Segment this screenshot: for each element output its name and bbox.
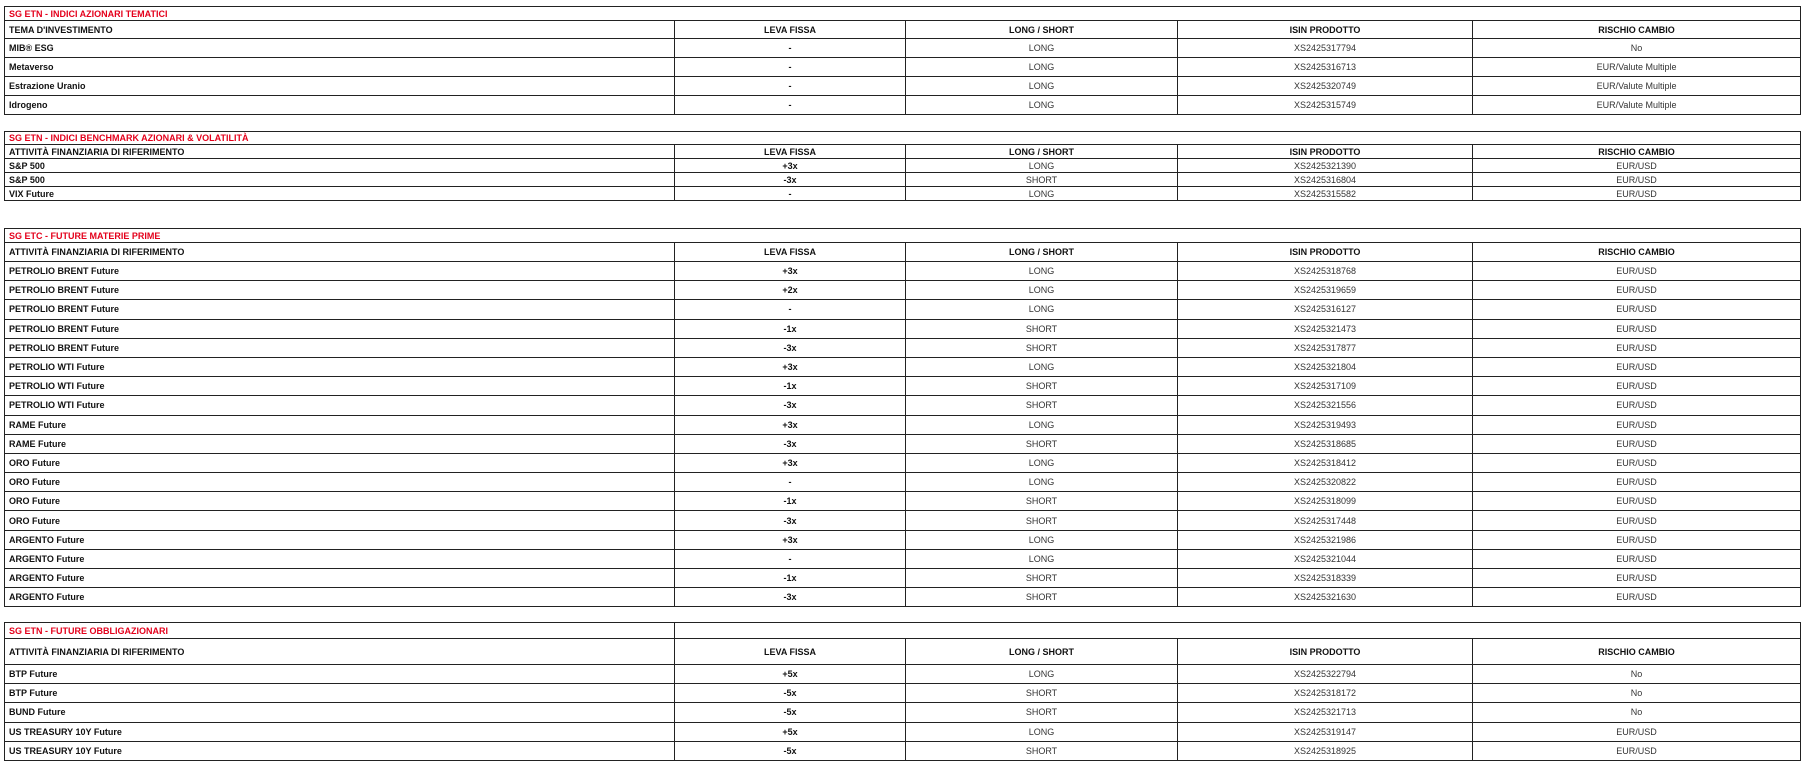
cell-isin: XS2425318685 [1178, 434, 1473, 453]
header-isin: ISIN PRODOTTO [1178, 639, 1473, 665]
cell-long-short: LONG [906, 415, 1178, 434]
table-row [5, 338, 1801, 357]
cell-isin: XS2425318339 [1178, 569, 1473, 588]
cell-rischio: No [1473, 665, 1801, 684]
cell-rischio: EUR/USD [1473, 530, 1801, 549]
table-row [5, 722, 1801, 741]
cell-leva: +3x [675, 357, 906, 376]
cell-leva: +3x [675, 530, 906, 549]
cell-leva: -1x [675, 377, 906, 396]
cell-rischio: EUR/USD [1473, 453, 1801, 472]
column-header-row [5, 145, 1801, 159]
cell-long-short: LONG [906, 77, 1178, 96]
table-row [5, 703, 1801, 722]
cell-rischio: EUR/USD [1473, 492, 1801, 511]
section-title: SG ETN - FUTURE OBBLIGAZIONARI [5, 623, 675, 639]
cell-long-short: LONG [906, 39, 1178, 58]
header-leva-fissa: LEVA FISSA [675, 243, 906, 262]
cell-underlying: PETROLIO BRENT Future [5, 319, 675, 338]
cell-isin: XS2425319659 [1178, 281, 1473, 300]
cell-leva: +2x [675, 281, 906, 300]
table-row [5, 377, 1801, 396]
cell-rischio: EUR/USD [1473, 588, 1801, 607]
cell-underlying: PETROLIO BRENT Future [5, 338, 675, 357]
cell-long-short: LONG [906, 357, 1178, 376]
cell-isin: XS2425315582 [1178, 187, 1473, 201]
cell-isin: XS2425316804 [1178, 173, 1473, 187]
cell-long-short: LONG [906, 96, 1178, 115]
cell-long-short: LONG [906, 281, 1178, 300]
cell-leva: -3x [675, 338, 906, 357]
cell-long-short: SHORT [906, 511, 1178, 530]
cell-underlying: VIX Future [5, 187, 675, 201]
table-row [5, 300, 1801, 319]
section-title-row [5, 132, 1801, 145]
cell-long-short: LONG [906, 473, 1178, 492]
cell-long-short: LONG [906, 159, 1178, 173]
cell-underlying: BTP Future [5, 684, 675, 703]
table-row [5, 173, 1801, 187]
header-isin: ISIN PRODOTTO [1178, 145, 1473, 159]
cell-long-short: LONG [906, 58, 1178, 77]
cell-rischio: EUR/USD [1473, 262, 1801, 281]
table-row [5, 665, 1801, 684]
cell-isin: XS2425317448 [1178, 511, 1473, 530]
table-row [5, 77, 1801, 96]
cell-rischio: No [1473, 39, 1801, 58]
cell-rischio: EUR/USD [1473, 357, 1801, 376]
cell-long-short: LONG [906, 453, 1178, 472]
cell-long-short: LONG [906, 549, 1178, 568]
section-title: SG ETC - FUTURE MATERIE PRIME [5, 229, 1801, 243]
header-leva-fissa: LEVA FISSA [675, 639, 906, 665]
cell-isin: XS2425321473 [1178, 319, 1473, 338]
cell-underlying: RAME Future [5, 434, 675, 453]
cell-long-short: SHORT [906, 569, 1178, 588]
table-row [5, 357, 1801, 376]
header-underlying: ATTIVITÀ FINANZIARIA DI RIFERIMENTO [5, 639, 675, 665]
cell-leva: - [675, 77, 906, 96]
table-row [5, 741, 1801, 760]
cell-underlying: PETROLIO WTI Future [5, 396, 675, 415]
cell-long-short: SHORT [906, 377, 1178, 396]
table-row [5, 473, 1801, 492]
cell-underlying: Estrazione Uranio [5, 77, 675, 96]
cell-isin: XS2425318099 [1178, 492, 1473, 511]
table-row [5, 453, 1801, 472]
table-row [5, 511, 1801, 530]
cell-isin: XS2425318768 [1178, 262, 1473, 281]
cell-long-short: LONG [906, 665, 1178, 684]
header-rischio-cambio: RISCHIO CAMBIO [1473, 21, 1801, 39]
cell-leva: -3x [675, 511, 906, 530]
header-rischio-cambio: RISCHIO CAMBIO [1473, 243, 1801, 262]
cell-underlying: RAME Future [5, 415, 675, 434]
column-header-row [5, 21, 1801, 39]
cell-underlying: ARGENTO Future [5, 549, 675, 568]
cell-underlying: ORO Future [5, 511, 675, 530]
cell-isin: XS2425321630 [1178, 588, 1473, 607]
cell-rischio: EUR/USD [1473, 415, 1801, 434]
cell-isin: XS2425319493 [1178, 415, 1473, 434]
header-rischio-cambio: RISCHIO CAMBIO [1473, 639, 1801, 665]
section-table-4 [4, 622, 1801, 761]
cell-long-short: SHORT [906, 434, 1178, 453]
cell-leva: -1x [675, 569, 906, 588]
cell-underlying: Idrogeno [5, 96, 675, 115]
cell-underlying: ORO Future [5, 473, 675, 492]
cell-isin: XS2425321986 [1178, 530, 1473, 549]
cell-underlying: ORO Future [5, 492, 675, 511]
column-header-row [5, 639, 1801, 665]
cell-rischio: EUR/USD [1473, 187, 1801, 201]
header-underlying: ATTIVITÀ FINANZIARIA DI RIFERIMENTO [5, 243, 675, 262]
cell-rischio: EUR/USD [1473, 300, 1801, 319]
cell-isin: XS2425321713 [1178, 703, 1473, 722]
cell-underlying: Metaverso [5, 58, 675, 77]
cell-long-short: SHORT [906, 173, 1178, 187]
cell-rischio: EUR/USD [1473, 173, 1801, 187]
cell-leva: +3x [675, 159, 906, 173]
cell-long-short: LONG [906, 722, 1178, 741]
cell-underlying: PETROLIO WTI Future [5, 377, 675, 396]
cell-leva: -1x [675, 319, 906, 338]
cell-isin: XS2425315749 [1178, 96, 1473, 115]
cell-isin: XS2425321390 [1178, 159, 1473, 173]
cell-isin: XS2425317794 [1178, 39, 1473, 58]
cell-rischio: EUR/USD [1473, 319, 1801, 338]
cell-leva: +3x [675, 415, 906, 434]
cell-rischio: EUR/Valute Multiple [1473, 77, 1801, 96]
header-isin: ISIN PRODOTTO [1178, 243, 1473, 262]
cell-leva: - [675, 300, 906, 319]
cell-rischio: EUR/USD [1473, 377, 1801, 396]
cell-rischio: EUR/USD [1473, 722, 1801, 741]
cell-rischio: EUR/USD [1473, 569, 1801, 588]
table-row [5, 684, 1801, 703]
table-row [5, 569, 1801, 588]
cell-leva: +5x [675, 722, 906, 741]
table-row [5, 96, 1801, 115]
cell-underlying: BTP Future [5, 665, 675, 684]
header-underlying: ATTIVITÀ FINANZIARIA DI RIFERIMENTO [5, 145, 675, 159]
cell-isin: XS2425318172 [1178, 684, 1473, 703]
cell-rischio: EUR/USD [1473, 473, 1801, 492]
section-table-1 [4, 6, 1801, 115]
cell-leva: - [675, 39, 906, 58]
cell-underlying: US TREASURY 10Y Future [5, 741, 675, 760]
table-row [5, 415, 1801, 434]
cell-leva: - [675, 473, 906, 492]
cell-underlying: S&P 500 [5, 159, 675, 173]
cell-isin: XS2425321556 [1178, 396, 1473, 415]
cell-isin: XS2425319147 [1178, 722, 1473, 741]
cell-long-short: SHORT [906, 396, 1178, 415]
cell-rischio: EUR/USD [1473, 434, 1801, 453]
cell-leva: -3x [675, 434, 906, 453]
section-title: SG ETN - INDICI AZIONARI TEMATICI [5, 7, 1801, 21]
cell-leva: -3x [675, 588, 906, 607]
cell-long-short: SHORT [906, 588, 1178, 607]
header-long-short: LONG / SHORT [906, 145, 1178, 159]
cell-leva: -5x [675, 703, 906, 722]
cell-isin: XS2425322794 [1178, 665, 1473, 684]
cell-rischio: EUR/USD [1473, 396, 1801, 415]
cell-underlying: PETROLIO BRENT Future [5, 300, 675, 319]
header-long-short: LONG / SHORT [906, 243, 1178, 262]
table-row [5, 588, 1801, 607]
header-leva-fissa: LEVA FISSA [675, 21, 906, 39]
cell-underlying: ORO Future [5, 453, 675, 472]
cell-leva: - [675, 96, 906, 115]
section-table-3 [4, 228, 1801, 607]
cell-underlying: S&P 500 [5, 173, 675, 187]
cell-long-short: SHORT [906, 319, 1178, 338]
cell-long-short: LONG [906, 530, 1178, 549]
header-rischio-cambio: RISCHIO CAMBIO [1473, 145, 1801, 159]
cell-leva: +3x [675, 262, 906, 281]
table-row [5, 262, 1801, 281]
cell-isin: XS2425317109 [1178, 377, 1473, 396]
table-row [5, 58, 1801, 77]
cell-underlying: ARGENTO Future [5, 588, 675, 607]
cell-underlying: PETROLIO BRENT Future [5, 281, 675, 300]
cell-underlying: MIB® ESG [5, 39, 675, 58]
table-row [5, 187, 1801, 201]
cell-rischio: EUR/USD [1473, 741, 1801, 760]
table-row [5, 396, 1801, 415]
cell-long-short: SHORT [906, 741, 1178, 760]
header-isin: ISIN PRODOTTO [1178, 21, 1473, 39]
cell-rischio: No [1473, 703, 1801, 722]
table-row [5, 492, 1801, 511]
title-blank-cell [675, 623, 1801, 639]
cell-long-short: SHORT [906, 684, 1178, 703]
cell-leva: - [675, 58, 906, 77]
cell-leva: -3x [675, 173, 906, 187]
cell-rischio: No [1473, 684, 1801, 703]
cell-leva: - [675, 549, 906, 568]
cell-leva: - [675, 187, 906, 201]
cell-leva: +3x [675, 453, 906, 472]
cell-isin: XS2425320749 [1178, 77, 1473, 96]
cell-rischio: EUR/USD [1473, 511, 1801, 530]
table-row [5, 319, 1801, 338]
section-title-row [5, 7, 1801, 21]
cell-long-short: SHORT [906, 492, 1178, 511]
cell-leva: -5x [675, 684, 906, 703]
cell-isin: XS2425321804 [1178, 357, 1473, 376]
cell-leva: -1x [675, 492, 906, 511]
table-row [5, 39, 1801, 58]
header-leva-fissa: LEVA FISSA [675, 145, 906, 159]
cell-long-short: LONG [906, 187, 1178, 201]
table-row [5, 434, 1801, 453]
table-row [5, 159, 1801, 173]
cell-underlying: US TREASURY 10Y Future [5, 722, 675, 741]
cell-isin: XS2425321044 [1178, 549, 1473, 568]
header-long-short: LONG / SHORT [906, 639, 1178, 665]
cell-isin: XS2425320822 [1178, 473, 1473, 492]
cell-long-short: SHORT [906, 338, 1178, 357]
cell-leva: -3x [675, 396, 906, 415]
cell-long-short: LONG [906, 262, 1178, 281]
section-table-2 [4, 131, 1801, 201]
cell-underlying: ARGENTO Future [5, 569, 675, 588]
header-long-short: LONG / SHORT [906, 21, 1178, 39]
cell-isin: XS2425318925 [1178, 741, 1473, 760]
cell-rischio: EUR/Valute Multiple [1473, 58, 1801, 77]
section-title: SG ETN - INDICI BENCHMARK AZIONARI & VOLATILITÀ [5, 132, 1801, 145]
table-row [5, 281, 1801, 300]
cell-underlying: ARGENTO Future [5, 530, 675, 549]
cell-underlying: BUND Future [5, 703, 675, 722]
cell-long-short: SHORT [906, 703, 1178, 722]
cell-leva: -5x [675, 741, 906, 760]
cell-isin: XS2425316713 [1178, 58, 1473, 77]
table-row [5, 530, 1801, 549]
cell-isin: XS2425318412 [1178, 453, 1473, 472]
column-header-row [5, 243, 1801, 262]
cell-rischio: EUR/USD [1473, 281, 1801, 300]
section-title-row [5, 623, 1801, 639]
cell-isin: XS2425316127 [1178, 300, 1473, 319]
cell-long-short: LONG [906, 300, 1178, 319]
cell-rischio: EUR/USD [1473, 549, 1801, 568]
section-title-row [5, 229, 1801, 243]
cell-leva: +5x [675, 665, 906, 684]
cell-underlying: PETROLIO WTI Future [5, 357, 675, 376]
cell-rischio: EUR/USD [1473, 338, 1801, 357]
table-row [5, 549, 1801, 568]
cell-isin: XS2425317877 [1178, 338, 1473, 357]
cell-rischio: EUR/Valute Multiple [1473, 96, 1801, 115]
header-underlying: TEMA D'INVESTIMENTO [5, 21, 675, 39]
cell-rischio: EUR/USD [1473, 159, 1801, 173]
cell-underlying: PETROLIO BRENT Future [5, 262, 675, 281]
